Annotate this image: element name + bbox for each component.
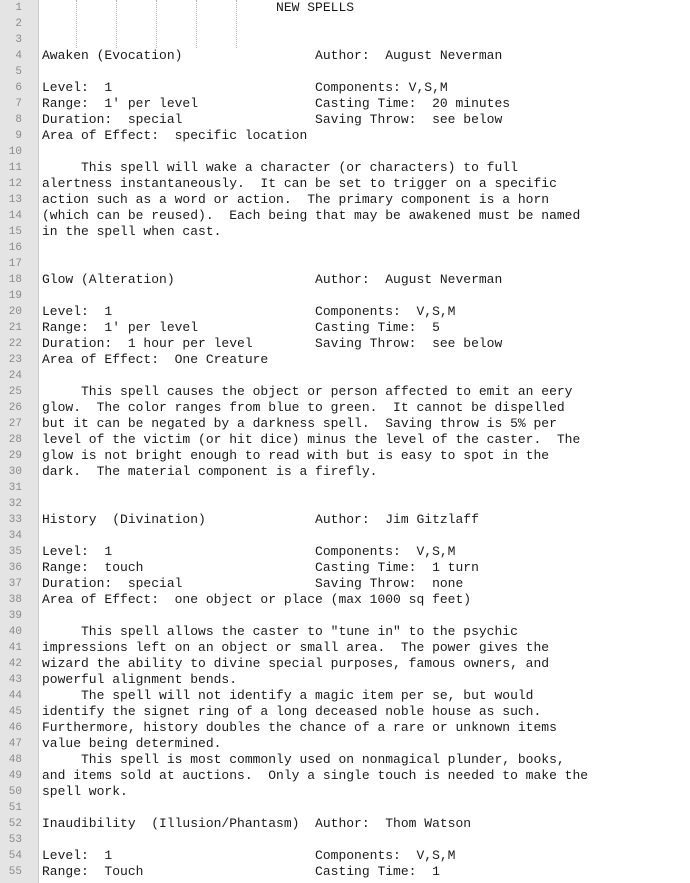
line-text: Area of Effect: specific location <box>42 128 308 143</box>
line-text: action such as a word or action. The primary component is a horn <box>42 192 550 207</box>
line-text: impressions left on an object or small area. The power gives the <box>42 640 550 655</box>
line-number: 9 <box>15 130 22 142</box>
line-number: 12 <box>8 178 22 190</box>
line-number: 44 <box>8 690 22 702</box>
line-text: glow. The color ranges from blue to green. It cannot be dispelled <box>42 400 565 415</box>
line-text: Duration: special Saving Throw: see below <box>42 112 503 127</box>
line-number: 22 <box>8 338 22 350</box>
text-line[interactable] <box>0 464 690 480</box>
text-line[interactable] <box>0 432 690 448</box>
line-text: Range: touch Casting Time: 1 turn <box>42 560 479 575</box>
line-text: Glow (Alteration) Author: August Neverman <box>42 272 503 287</box>
line-number: 20 <box>8 306 22 318</box>
text-line[interactable] <box>0 272 690 288</box>
line-number: 38 <box>8 594 22 606</box>
line-number: 31 <box>8 482 22 494</box>
line-text: identify the signet ring of a long deceased noble house as such. <box>42 704 542 719</box>
text-line[interactable] <box>0 816 690 832</box>
line-text: Range: 1' per level Casting Time: 5 <box>42 320 440 335</box>
line-number: 19 <box>8 290 22 302</box>
text-line[interactable] <box>0 592 690 608</box>
text-line[interactable] <box>0 528 690 544</box>
text-line[interactable] <box>0 80 690 96</box>
text-line[interactable] <box>0 48 690 64</box>
line-text: This spell is most commonly used on nonmagical plunder, books, <box>42 752 565 767</box>
line-text: powerful alignment bends. <box>42 672 238 687</box>
line-number: 34 <box>8 530 22 542</box>
line-number: 27 <box>8 418 22 430</box>
line-number: 45 <box>8 706 22 718</box>
line-number: 24 <box>8 370 22 382</box>
line-number: 1 <box>15 2 22 14</box>
line-number: 5 <box>15 66 22 78</box>
line-number: 26 <box>8 402 22 414</box>
line-text: Duration: special Saving Throw: none <box>42 576 464 591</box>
text-line[interactable] <box>0 256 690 272</box>
text-line[interactable] <box>0 480 690 496</box>
line-text: and items sold at auctions. Only a single touch is needed to make the <box>42 768 589 783</box>
line-number: 40 <box>8 626 22 638</box>
text-line[interactable] <box>0 560 690 576</box>
line-number: 13 <box>8 194 22 206</box>
line-number: 51 <box>8 802 22 814</box>
line-number: 49 <box>8 770 22 782</box>
text-line[interactable] <box>0 352 690 368</box>
line-number: 17 <box>8 258 22 270</box>
text-line[interactable] <box>0 624 690 640</box>
line-number: 37 <box>8 578 22 590</box>
line-number: 23 <box>8 354 22 366</box>
line-text: This spell causes the object or person affected to emit an eery <box>42 384 573 399</box>
line-number: 16 <box>8 242 22 254</box>
line-number: 52 <box>8 818 22 830</box>
line-text: Duration: 1 hour per level Saving Throw: see below <box>42 336 503 351</box>
line-text: in the spell when cast. <box>42 224 222 239</box>
line-text: wizard the ability to divine special purposes, famous owners, and <box>42 656 550 671</box>
line-number: 25 <box>8 386 22 398</box>
text-line[interactable] <box>0 96 690 112</box>
line-number: 39 <box>8 610 22 622</box>
line-text: spell work. <box>42 784 128 799</box>
text-line[interactable] <box>0 304 690 320</box>
text-line[interactable] <box>0 128 690 144</box>
text-line[interactable] <box>0 240 690 256</box>
text-line[interactable] <box>0 0 690 16</box>
text-line[interactable] <box>0 144 690 160</box>
text-line[interactable] <box>0 400 690 416</box>
line-text: Range: Touch Casting Time: 1 <box>42 864 440 879</box>
text-line[interactable] <box>0 208 690 224</box>
line-text: but it can be negated by a darkness spell. Saving throw is 5% per <box>42 416 557 431</box>
line-number: 54 <box>8 850 22 862</box>
line-number: 14 <box>8 210 22 222</box>
text-line[interactable] <box>0 832 690 848</box>
line-text: History (Divination) Author: Jim Gitzlaff <box>42 512 479 527</box>
text-line[interactable] <box>0 416 690 432</box>
line-number: 33 <box>8 514 22 526</box>
line-text: dark. The material component is a firefly. <box>42 464 378 479</box>
text-line[interactable] <box>0 688 690 704</box>
line-text: This spell allows the caster to "tune in" to the psychic <box>42 624 518 639</box>
text-line[interactable] <box>0 160 690 176</box>
text-line[interactable] <box>0 544 690 560</box>
text-line[interactable] <box>0 384 690 400</box>
text-line[interactable] <box>0 336 690 352</box>
line-number: 32 <box>8 498 22 510</box>
text-line[interactable] <box>0 864 690 880</box>
text-line[interactable] <box>0 512 690 528</box>
line-text: glow is not bright enough to read with but is easy to spot in the <box>42 448 550 463</box>
text-line[interactable] <box>0 576 690 592</box>
line-number: 6 <box>15 82 22 94</box>
line-number: 30 <box>8 466 22 478</box>
line-text: Inaudibility (Illusion/Phantasm) Author: Thom Watson <box>42 816 472 831</box>
line-number: 10 <box>8 146 22 158</box>
text-line[interactable] <box>0 16 690 32</box>
line-number: 47 <box>8 738 22 750</box>
line-text: The spell will not identify a magic item per se, but would <box>42 688 534 703</box>
line-number: 43 <box>8 674 22 686</box>
line-text: Area of Effect: one object or place (max 1000 sq feet) <box>42 592 472 607</box>
text-line[interactable] <box>0 704 690 720</box>
line-number: 46 <box>8 722 22 734</box>
line-number: 3 <box>15 34 22 46</box>
line-text: Level: 1 Components: V,S,M <box>42 80 448 95</box>
text-line[interactable] <box>0 288 690 304</box>
line-text: Level: 1 Components: V,S,M <box>42 848 456 863</box>
line-text: This spell will wake a character (or characters) to full <box>42 160 518 175</box>
line-number: 55 <box>8 866 22 878</box>
line-number: 36 <box>8 562 22 574</box>
line-number: 42 <box>8 658 22 670</box>
line-number: 7 <box>15 98 22 110</box>
line-text: Level: 1 Components: V,S,M <box>42 544 456 559</box>
text-line[interactable] <box>0 736 690 752</box>
line-number: 35 <box>8 546 22 558</box>
text-line[interactable] <box>0 224 690 240</box>
line-text: Range: 1' per level Casting Time: 20 minutes <box>42 96 511 111</box>
line-number: 28 <box>8 434 22 446</box>
line-text: Area of Effect: One Creature <box>42 352 269 367</box>
text-line[interactable] <box>0 368 690 384</box>
line-number: 11 <box>8 162 22 174</box>
line-text: alertness instantaneously. It can be set to trigger on a specific <box>42 176 557 191</box>
text-line[interactable] <box>0 448 690 464</box>
text-line[interactable] <box>0 112 690 128</box>
line-number: 8 <box>15 114 22 126</box>
text-line[interactable] <box>0 768 690 784</box>
line-number: 21 <box>8 322 22 334</box>
text-line[interactable] <box>0 672 690 688</box>
text-line[interactable] <box>0 800 690 816</box>
text-line[interactable] <box>0 496 690 512</box>
text-line[interactable] <box>0 752 690 768</box>
text-line[interactable] <box>0 608 690 624</box>
text-line[interactable] <box>0 176 690 192</box>
line-number: 15 <box>8 226 22 238</box>
text-line[interactable] <box>0 320 690 336</box>
line-text: Level: 1 Components: V,S,M <box>42 304 456 319</box>
text-line[interactable] <box>0 32 690 48</box>
line-text: (which can be reused). Each being that may be awakened must be named <box>42 208 581 223</box>
line-text: Furthermore, history doubles the chance of a rare or unknown items <box>42 720 557 735</box>
line-number: 18 <box>8 274 22 286</box>
line-number: 29 <box>8 450 22 462</box>
line-text: value being determined. <box>42 736 222 751</box>
text-line[interactable] <box>0 640 690 656</box>
text-line[interactable] <box>0 848 690 864</box>
text-line[interactable] <box>0 656 690 672</box>
line-text: Awaken (Evocation) Author: August Neverman <box>42 48 503 63</box>
line-number: 50 <box>8 786 22 798</box>
line-number: 48 <box>8 754 22 766</box>
text-line[interactable] <box>0 784 690 800</box>
line-number: 4 <box>15 50 22 62</box>
line-number: 53 <box>8 834 22 846</box>
text-line[interactable] <box>0 192 690 208</box>
line-text: NEW SPELLS <box>42 0 355 15</box>
line-number: 41 <box>8 642 22 654</box>
text-line[interactable] <box>0 64 690 80</box>
text-line[interactable] <box>0 720 690 736</box>
line-text: level of the victim (or hit dice) minus the level of the caster. The <box>42 432 581 447</box>
line-number: 2 <box>15 18 22 30</box>
